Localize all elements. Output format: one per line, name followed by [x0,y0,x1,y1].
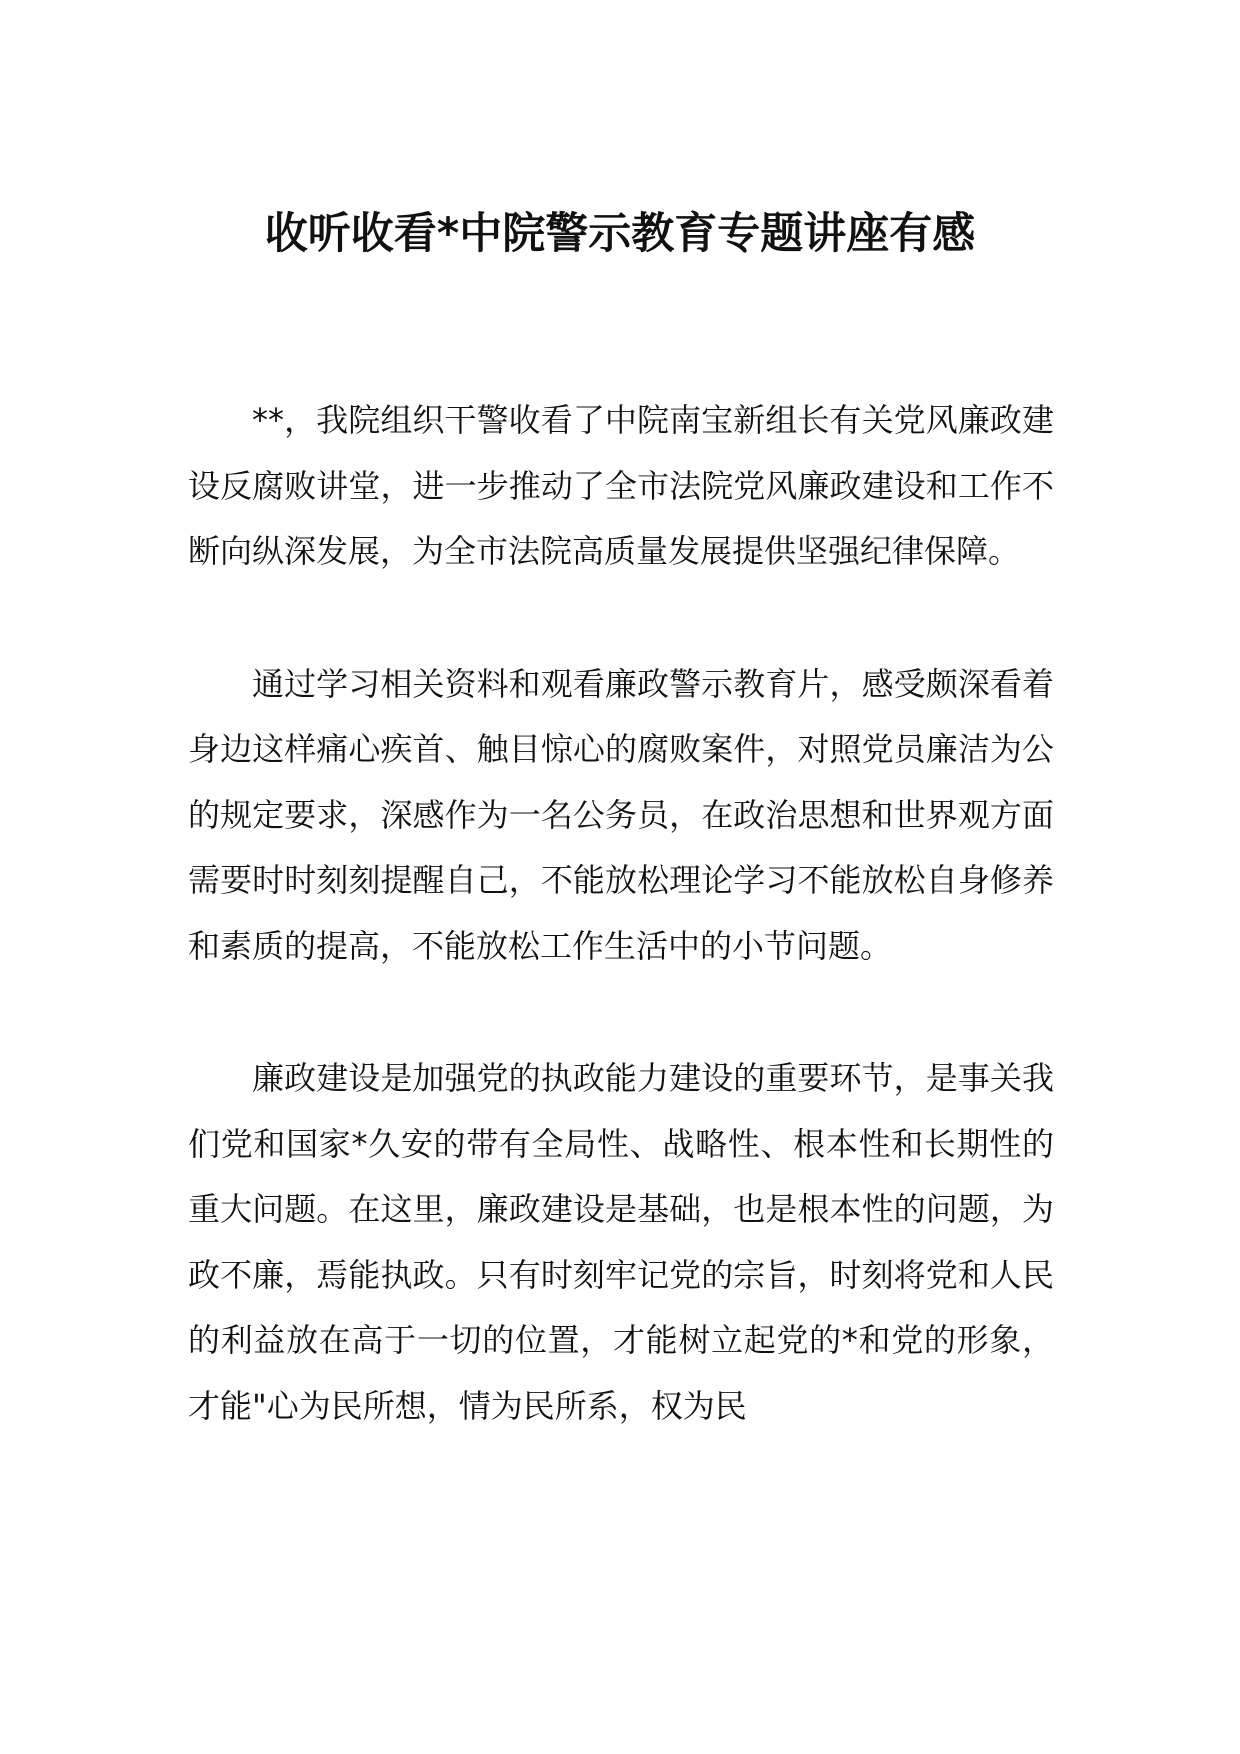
paragraph-3: 廉政建设是加强党的执政能力建设的重要环节，是事关我们党和国家*久安的带有全局性、战略性、根本性和长期性的重大问题。在这里，廉政建设是基础，也是根本性的问题，为政不廉，焉能执政。只有时刻牢记党的宗旨，时刻将党和人民的利益放在高于一切的位置，才能树立起党的*和党的形象，才能"心为民所想，情为民所系，权为民 [188,1059,1054,1425]
document-body [188,388,1054,1506]
paragraph-1: **，我院组织干警收看了中院南宝新组长有关党风廉政建设反腐败讲堂，进一步推动了全市法院党风廉政建设和工作不断向纵深发展，为全市法院高质量发展提供坚强纪律保障。 [188,401,1054,570]
document-title: 收听收看*中院警示教育专题讲座有感 [264,209,976,259]
paragraph-2: 通过学习相关资料和观看廉政警示教育片，感受颇深看着身边这样痛心疾首、触目惊心的腐败案件，对照党员廉洁为公的规定要求，深感作为一名公务员，在政治思想和世界观方面需要时时刻刻提醒自己，不能放松理论学习不能放松自身修养和素质的提高，不能放松工作生活中的小节问题。 [188,664,1054,965]
